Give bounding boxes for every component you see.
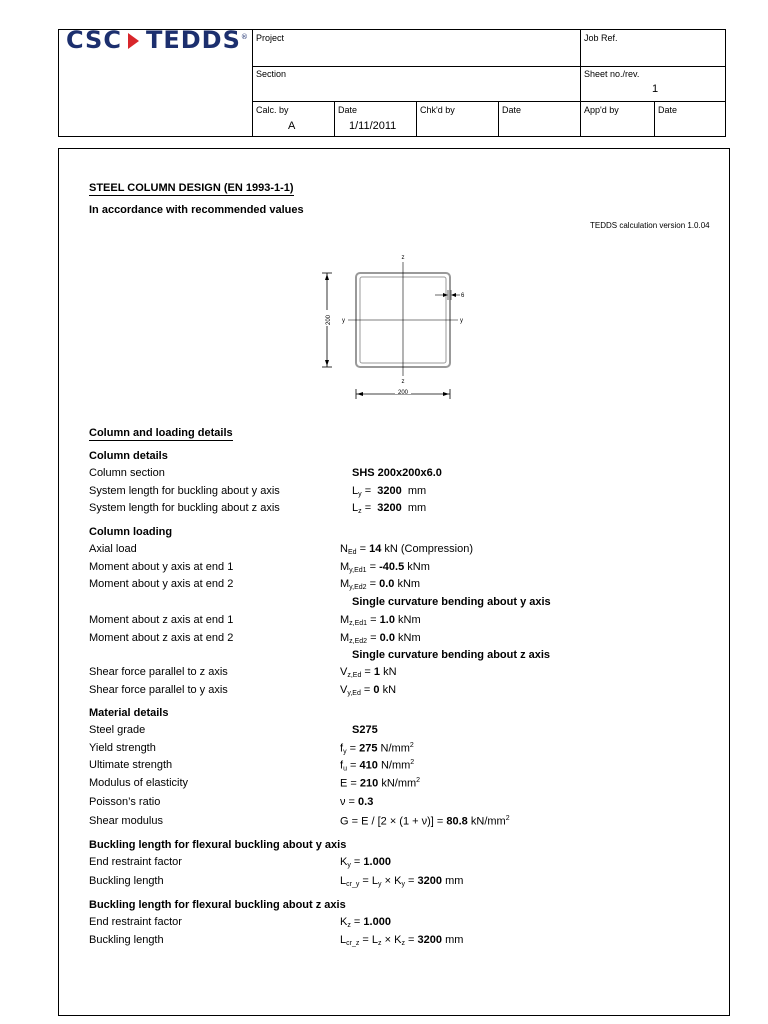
lz-subscript: z — [358, 508, 362, 515]
e-symbol: E = — [340, 777, 357, 790]
my2-expression — [340, 578, 420, 591]
y-right-label: y — [460, 318, 463, 324]
fu-unit: N/mm — [380, 759, 411, 772]
my1-unit: kNm — [407, 561, 430, 573]
mz2-subscript: z,Ed2 — [349, 638, 368, 645]
e-value: 210 — [359, 777, 379, 790]
jobref-label: Job Ref. — [584, 33, 618, 43]
my2-symbol: M — [340, 578, 350, 590]
lcrz-term1-sub: z — [378, 940, 382, 947]
vz-subscript: z,Ed — [347, 672, 362, 679]
vz-label: Shear force parallel to z axis — [89, 666, 228, 678]
column-section-value: SHS 200x200x6.0 — [352, 467, 442, 479]
logo-csc: CSC — [66, 26, 122, 54]
lz-expression — [352, 502, 426, 515]
e-label: Modulus of elasticity — [89, 777, 189, 789]
mz1-expression — [340, 614, 421, 627]
header-divider — [252, 66, 726, 67]
lcrz-expression — [340, 934, 463, 947]
vy-subscript: y,Ed — [347, 690, 361, 697]
nu-label: Poisson’s ratio — [89, 796, 161, 808]
fy-expression — [340, 742, 414, 756]
nu-value: 0.3 — [358, 796, 374, 808]
kz-symbol: K — [340, 916, 348, 928]
section-heading: Column and loading details — [89, 427, 233, 439]
date-label: Date — [338, 105, 358, 115]
fy-symbol: f — [340, 742, 344, 755]
vy-expression — [340, 684, 396, 697]
mz1-unit: kNm — [398, 614, 421, 626]
g-formula: G = E / [2 × (1 + ν)] = — [340, 815, 444, 828]
mz2-value: 0.0 — [379, 632, 395, 644]
chkd-label: Chk'd by — [420, 105, 455, 115]
my1-expression — [340, 561, 430, 574]
logo-registered-mark: ® — [240, 33, 249, 41]
fy-value: 275 — [359, 742, 378, 755]
eq-sign: = — [370, 632, 377, 644]
mz2-expression — [340, 632, 421, 645]
eq-sign: = — [364, 666, 371, 678]
axial-symbol: N — [340, 543, 348, 555]
lcry-expression — [340, 875, 463, 888]
z-top-label: z — [401, 255, 405, 261]
mz2-label: Moment about z axis at end 2 — [89, 632, 234, 644]
ky-value: 1.000 — [363, 856, 391, 868]
kz-value: 1.000 — [363, 916, 391, 928]
lz-unit: mm — [407, 502, 427, 514]
lz-symbol: L — [352, 502, 359, 514]
appd-label: App'd by — [584, 105, 619, 115]
section-label: Section — [256, 69, 287, 79]
my2-value: 0.0 — [379, 578, 395, 590]
axial-value: 14 — [369, 543, 382, 555]
vy-unit: kN — [382, 684, 397, 696]
my1-label: Moment about y axis at end 1 — [89, 561, 234, 573]
lcrz-symbol: L — [340, 934, 347, 946]
my1-value: -40.5 — [379, 561, 405, 573]
lcry-term1-sub: y — [378, 881, 382, 888]
lz-label: System length for buckling about z axis — [89, 502, 280, 514]
vz-unit: kN — [383, 666, 397, 678]
ky-symbol: K — [340, 856, 348, 868]
arrow-up-icon — [325, 274, 329, 280]
vy-value: 0 — [373, 684, 380, 696]
z-bottom-label: z — [401, 379, 405, 385]
lcry-symbol: L — [340, 875, 347, 887]
date-value: 1/11/2011 — [349, 120, 397, 132]
mz1-value: 1.0 — [379, 614, 395, 626]
axial-subscript: Ed — [347, 549, 357, 556]
squared-mark: 2 — [410, 759, 415, 766]
eq-sign: = — [369, 578, 377, 590]
vy-symbol: V — [340, 684, 348, 696]
eq-sign: = — [359, 543, 367, 555]
times-sign: × — [384, 875, 392, 887]
lcrz-label: Buckling length — [89, 934, 164, 946]
g-unit: kN/mm — [470, 815, 506, 828]
eq-sign: = — [369, 561, 377, 573]
squared-mark: 2 — [505, 815, 510, 822]
lcry-term2-sub: y — [401, 881, 405, 888]
shs-section-diagram — [310, 250, 480, 410]
mz-curvature-note: Single curvature bending about z axis — [352, 649, 551, 661]
fu-expression — [340, 759, 414, 773]
grade-value: S275 — [352, 724, 378, 736]
eq-sign: = — [364, 502, 372, 514]
column-details-heading: Column details — [89, 450, 168, 462]
header-divider — [580, 30, 581, 137]
mz2-symbol: M — [340, 632, 350, 644]
lcrz-term2-sub: z — [401, 940, 405, 947]
lcrz-term2: K — [394, 934, 402, 946]
lcry-term1: L — [371, 875, 379, 887]
date3-label: Date — [658, 105, 678, 115]
width-dimension-label: 200 — [397, 390, 409, 396]
axial-expression — [340, 543, 473, 556]
lz-value: 3200 — [377, 502, 402, 514]
eq-sign: = — [408, 934, 415, 946]
fy-subscript: y — [343, 748, 347, 756]
mz2-unit: kNm — [398, 632, 421, 644]
vz-symbol: V — [340, 666, 348, 678]
lcry-label: Buckling length — [89, 875, 164, 887]
eq-sign: = — [362, 934, 369, 946]
my-curvature-note: Single curvature bending about y axis — [352, 596, 551, 608]
squared-mark: 2 — [416, 777, 421, 784]
arrow-down-icon — [325, 360, 329, 366]
project-label: Project — [256, 33, 285, 43]
kz-label: End restraint factor — [89, 916, 182, 928]
eq-sign: = — [408, 875, 415, 887]
mz1-symbol: M — [340, 614, 350, 626]
eq-sign: = — [370, 614, 377, 626]
ky-label: End restraint factor — [89, 856, 182, 868]
fy-unit: N/mm — [380, 742, 410, 755]
grade-label: Steel grade — [89, 724, 146, 736]
vy-label: Shear force parallel to y axis — [89, 684, 228, 696]
header-divider — [252, 30, 253, 137]
lcrz-value: 3200 — [417, 934, 442, 946]
arrow-right-icon — [443, 392, 449, 396]
ly-label: System length for buckling about y axis — [89, 485, 280, 497]
column-loading-heading: Column loading — [89, 526, 173, 538]
g-value: 80.8 — [446, 815, 468, 828]
lcry-subscript: cr_y — [346, 881, 360, 888]
header-table — [58, 29, 726, 137]
e-expression — [340, 777, 420, 790]
eq-sign: = — [350, 759, 357, 772]
nu-expression — [340, 796, 373, 808]
material-heading: Material details — [89, 707, 169, 719]
y-left-label: y — [342, 318, 345, 324]
logo-tedds: TEDDS — [145, 26, 241, 54]
times-sign: × — [384, 934, 392, 946]
g-expression — [340, 815, 510, 828]
lcrz-subscript: cr_z — [346, 940, 360, 947]
header-divider — [654, 101, 655, 137]
header-divider — [498, 101, 499, 137]
calcby-value: A — [288, 120, 296, 132]
ly-unit: mm — [407, 485, 427, 497]
doc-title: STEEL COLUMN DESIGN (EN 1993-1-1) — [89, 182, 294, 194]
calcby-label: Calc. by — [256, 105, 289, 115]
e-unit: kN/mm — [381, 777, 417, 790]
lcrz-term1: L — [371, 934, 379, 946]
arrow-left-icon — [451, 293, 456, 297]
lcry-term2: K — [394, 875, 402, 887]
eq-sign: = — [362, 875, 369, 887]
my1-symbol: M — [340, 561, 350, 573]
axial-label: Axial load — [89, 543, 137, 555]
column-section-label: Column section — [89, 467, 165, 479]
ky-subscript: y — [347, 862, 351, 869]
ky-expression — [340, 856, 391, 869]
nu-symbol: ν = — [340, 796, 355, 808]
my2-unit: kNm — [397, 578, 421, 590]
date2-label: Date — [502, 105, 522, 115]
thickness-dimension-label: 6 — [461, 293, 465, 299]
eq-sign: = — [353, 916, 361, 928]
eq-sign: = — [363, 684, 371, 696]
my1-subscript: y,Ed1 — [349, 567, 367, 574]
sheet-value: 1 — [652, 83, 659, 95]
ly-symbol: L — [352, 485, 359, 497]
header-divider — [334, 101, 335, 137]
vz-expression — [340, 666, 397, 679]
ly-value: 3200 — [377, 485, 402, 497]
fy-label: Yield strength — [89, 742, 156, 754]
my2-subscript: y,Ed2 — [349, 584, 367, 591]
fu-symbol: f — [340, 759, 344, 772]
eq-sign: = — [349, 742, 357, 755]
fu-subscript: u — [343, 765, 347, 773]
lcrz-unit: mm — [445, 934, 464, 946]
height-dimension-label: 200 — [326, 314, 332, 326]
doc-subtitle: In accordance with recommended values — [89, 204, 304, 216]
lcry-unit: mm — [445, 875, 464, 887]
mz1-subscript: z,Ed1 — [349, 620, 368, 627]
g-label: Shear modulus — [89, 815, 163, 827]
vz-value: 1 — [373, 666, 381, 678]
eq-sign: = — [353, 856, 361, 868]
kz-expression — [340, 916, 391, 929]
sheet-label: Sheet no./rev. — [584, 69, 640, 79]
kz-subscript: z — [347, 922, 351, 929]
axial-unit: kN (Compression) — [384, 543, 474, 555]
squared-mark: 2 — [409, 742, 414, 749]
eq-sign: = — [364, 485, 372, 497]
ly-expression — [352, 485, 426, 498]
lcry-value: 3200 — [417, 875, 442, 887]
fu-value: 410 — [359, 759, 378, 772]
arrow-left-icon — [357, 392, 363, 396]
ly-subscript: y — [358, 491, 362, 498]
my2-label: Moment about y axis at end 2 — [89, 578, 234, 590]
mz1-label: Moment about z axis at end 1 — [89, 614, 234, 626]
buckling-y-heading: Buckling length for flexural buckling about y axis — [89, 839, 347, 851]
header-divider — [416, 101, 417, 137]
fu-label: Ultimate strength — [89, 759, 173, 771]
buckling-z-heading: Buckling length for flexural buckling about z axis — [89, 899, 346, 911]
doc-version: TEDDS calculation version 1.0.04 — [590, 221, 710, 230]
